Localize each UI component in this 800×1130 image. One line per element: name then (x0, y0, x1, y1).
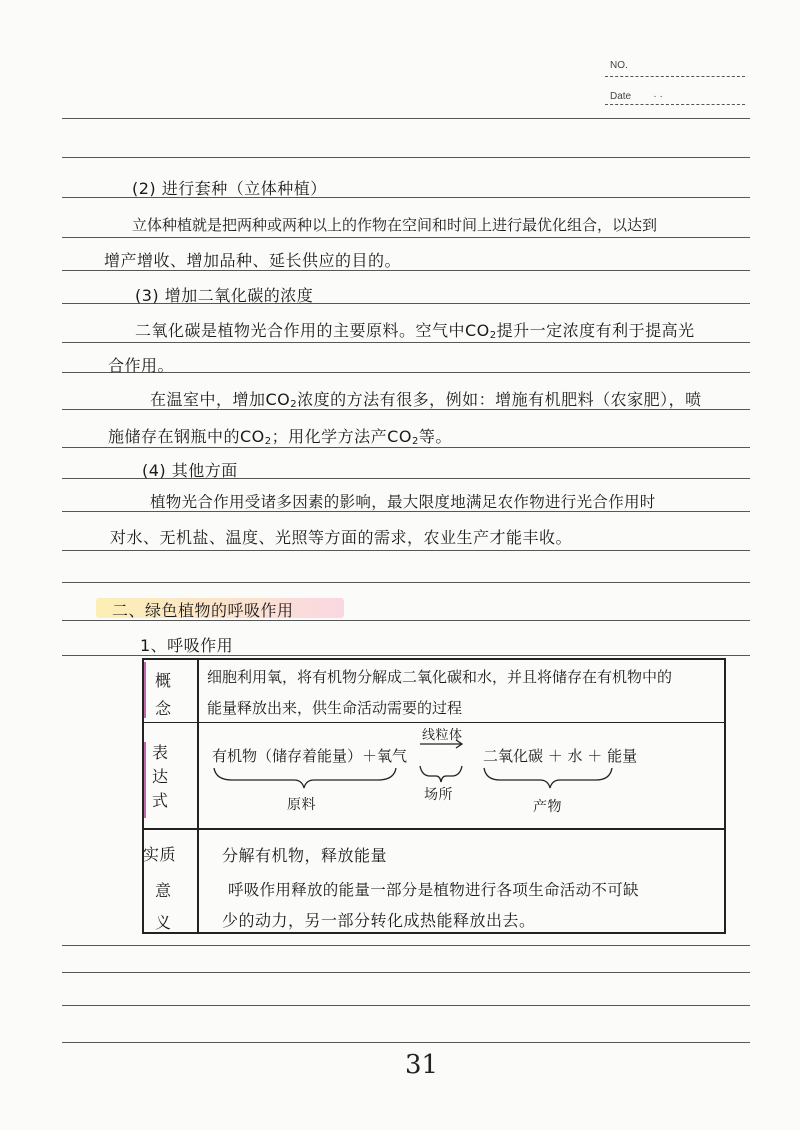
ruled-line (62, 1005, 750, 1006)
meaning-label-2: 义 (155, 913, 172, 932)
concept-label-1: 概 (155, 671, 172, 690)
p1-line1: 立体种植就是把两种或两种以上的作物在空间和时间上进行最优化组合，以达到 (132, 216, 658, 234)
p4-line1: 植物光合作用受诸多因素的影响，最大限度地满足农作物进行光合作用时 (150, 493, 656, 511)
ruled-line (62, 550, 750, 551)
p2-line1: 二氧化碳是植物光合作用的主要原料。空气中$CO_2$提升一定浓度有利于提高光 (135, 321, 695, 341)
ruled-line (62, 237, 750, 238)
ruled-line (62, 342, 750, 343)
expression-label-3: 式 (152, 791, 169, 810)
table-right-border (724, 658, 726, 933)
ruled-line (62, 118, 750, 119)
expression-label-2: 达 (152, 767, 169, 786)
header-no-label: NO. (610, 60, 628, 71)
table-bottom-border (142, 932, 726, 934)
table-row-divider (142, 828, 726, 830)
p1-heading: (2) 进行套种（立体种植） (132, 179, 327, 198)
concept-label-2: 念 (155, 699, 172, 718)
concept-line2: 能量释放出来，供生命活动需要的过程 (207, 699, 463, 717)
table-column-divider (197, 658, 199, 933)
p2-heading: (3) 增加二氧化碳的浓度 (135, 286, 314, 305)
brace-place (420, 766, 462, 782)
header-no-rule (605, 76, 745, 77)
table-top-border (142, 658, 726, 660)
meaning-line2: 少的动力，另一部分转化成热能释放出去。 (222, 911, 536, 930)
expression-label-1: 表 (152, 743, 169, 762)
brace-raw-materials (214, 768, 396, 788)
essence-label: 实质 (143, 845, 177, 864)
p4-line2: 对水、无机盐、温度、光照等方面的需求，农业生产才能丰收。 (110, 528, 573, 547)
meaning-label-1: 意 (155, 881, 172, 900)
equation-right: 二氧化碳 ＋ 水 ＋ 能量 (483, 747, 638, 765)
p3-line1: 在温室中，增加$CO_2$浓度的方法有很多，例如：增施有机肥料（农家肥），喷 (150, 390, 702, 410)
ruled-line (62, 157, 750, 158)
essence-text: 分解有机物，释放能量 (222, 846, 388, 865)
equation-product-label: 产物 (533, 799, 562, 815)
ruled-line (62, 447, 750, 448)
p1-line2: 增产增收、增加品种、延长供应的目的。 (104, 251, 402, 270)
ruled-line (62, 945, 750, 946)
expression-marker (144, 742, 146, 818)
ruled-line (62, 582, 750, 583)
meaning-line1: 呼吸作用释放的能量一部分是植物进行各项生命活动不可缺 (228, 881, 639, 899)
header-date-label: Date · · (610, 91, 663, 102)
section-subtitle: 1、呼吸作用 (140, 636, 234, 655)
equation-raw-label: 原料 (287, 797, 316, 813)
ruled-line (62, 1042, 750, 1043)
page-number: 31 (405, 1050, 439, 1080)
equation-left: 有机物（储存着能量）＋氧气 (212, 747, 408, 765)
p2-line2: 合作用。 (108, 356, 175, 375)
p3-line2: 施储存在钢瓶中的$CO_2$；用化学方法产$CO_2$等。 (108, 427, 452, 447)
equation-place-label: 场所 (424, 787, 453, 803)
brace-products (484, 768, 612, 788)
p4-heading: (4) 其他方面 (142, 461, 238, 480)
header-date-rule (605, 104, 745, 105)
ruled-line (62, 972, 750, 973)
concept-line1: 细胞利用氧，将有机物分解成二氧化碳和水，并且将储存在有机物中的 (207, 668, 673, 686)
section-title: 二、绿色植物的呼吸作用 (112, 601, 294, 620)
concept-marker (144, 662, 146, 718)
table-row-divider (142, 722, 726, 723)
equation-arrow-label: 线粒体 (422, 728, 463, 743)
